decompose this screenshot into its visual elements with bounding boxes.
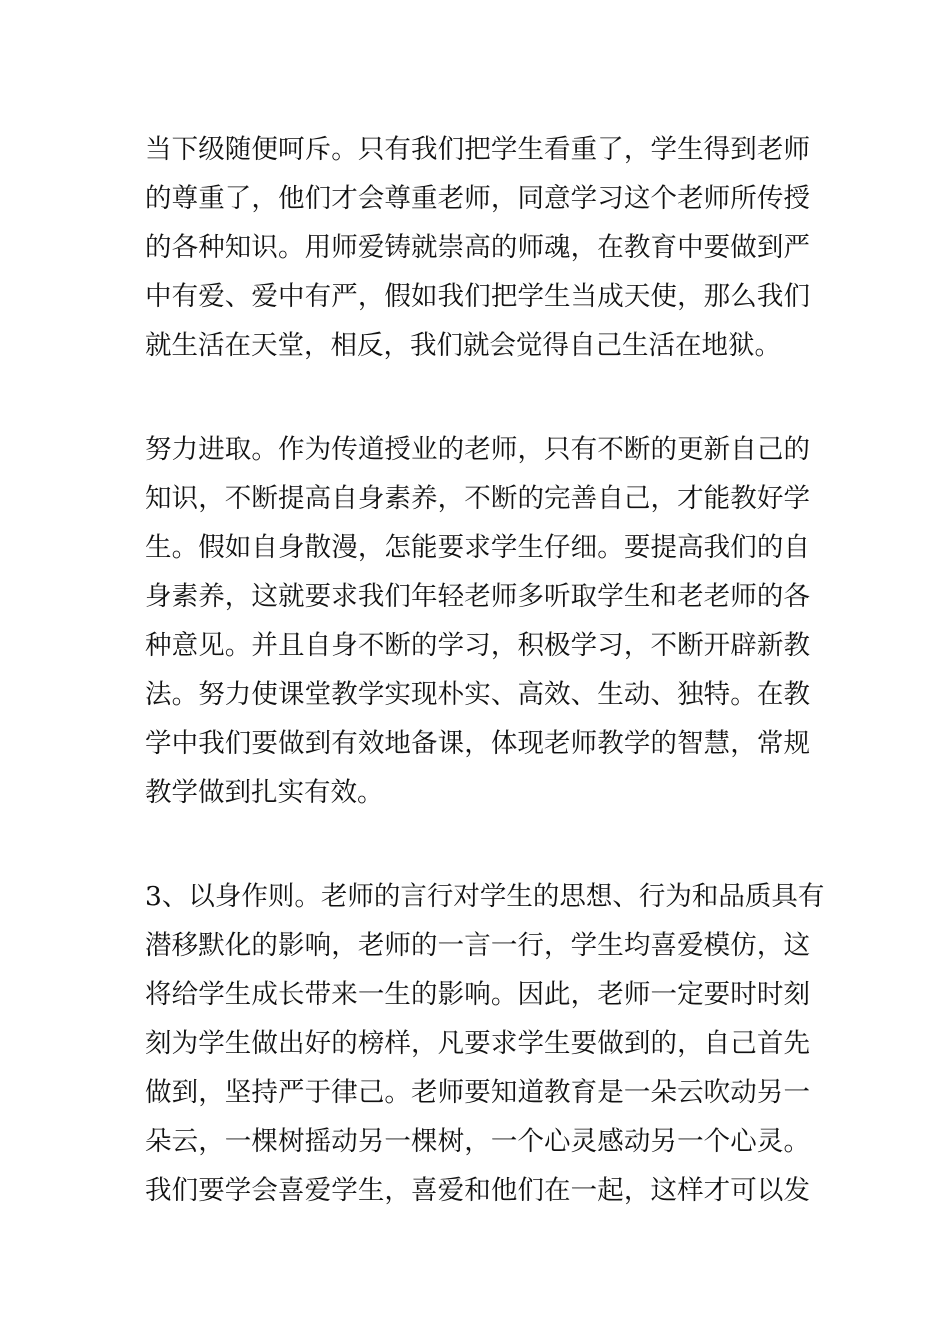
paragraph-lead-by-example (145, 872, 825, 1215)
paragraph-line: 3、以身作则。老师的言行对学生的思想、行为和品质具有 (145, 881, 825, 912)
paragraph-line: 法。努力使课堂教学实现朴实、高效、生动、独特。在教 (145, 679, 810, 710)
paragraph-line: 的各种知识。用师爱铸就崇高的师魂，在教育中要做到严 (145, 232, 810, 263)
paragraph-line: 知识，不断提高自身素养，不断的完善自己，才能教好学 (145, 483, 810, 514)
paragraph-line: 种意见。并且自身不断的学习，积极学习，不断开辟新教 (145, 630, 810, 661)
paragraph-line: 学中我们要做到有效地备课，体现老师教学的智慧，常规 (145, 728, 810, 759)
paragraph-line: 的尊重了，他们才会尊重老师，同意学习这个老师所传授 (145, 183, 810, 214)
paragraph-line: 就生活在天堂，相反，我们就会觉得自己生活在地狱。 (145, 330, 781, 361)
paragraph-line: 做到，坚持严于律己。老师要知道教育是一朵云吹动另一 (145, 1077, 810, 1108)
paragraph-line: 朵云，一棵树摇动另一棵树，一个心灵感动另一个心灵。 (145, 1126, 810, 1157)
paragraph-line: 潜移默化的影响，老师的一言一行，学生均喜爱模仿，这 (145, 930, 810, 961)
paragraph-line: 努力进取。作为传道授业的老师，只有不断的更新自己的 (145, 434, 810, 465)
paragraph-line: 生。假如自身散漫，怎能要求学生仔细。要提高我们的自 (145, 532, 810, 563)
paragraph-line: 我们要学会喜爱学生，喜爱和他们在一起，这样才可以发 (145, 1175, 810, 1206)
paragraph-respect (145, 125, 810, 370)
paragraph-line: 教学做到扎实有效。 (145, 777, 384, 808)
paragraph-line: 刻为学生做出好的榜样，凡要求学生要做到的，自己首先 (145, 1028, 810, 1059)
paragraph-line: 当下级随便呵斥。只有我们把学生看重了，学生得到老师 (145, 134, 810, 165)
paragraph-line: 将给学生成长带来一生的影响。因此，老师一定要时时刻 (145, 979, 810, 1010)
paragraph-line: 中有爱、爱中有严，假如我们把学生当成天使，那么我们 (145, 281, 810, 312)
paragraph-strive (145, 425, 810, 817)
paragraph-line: 身素养，这就要求我们年轻老师多听取学生和老老师的各 (145, 581, 810, 612)
